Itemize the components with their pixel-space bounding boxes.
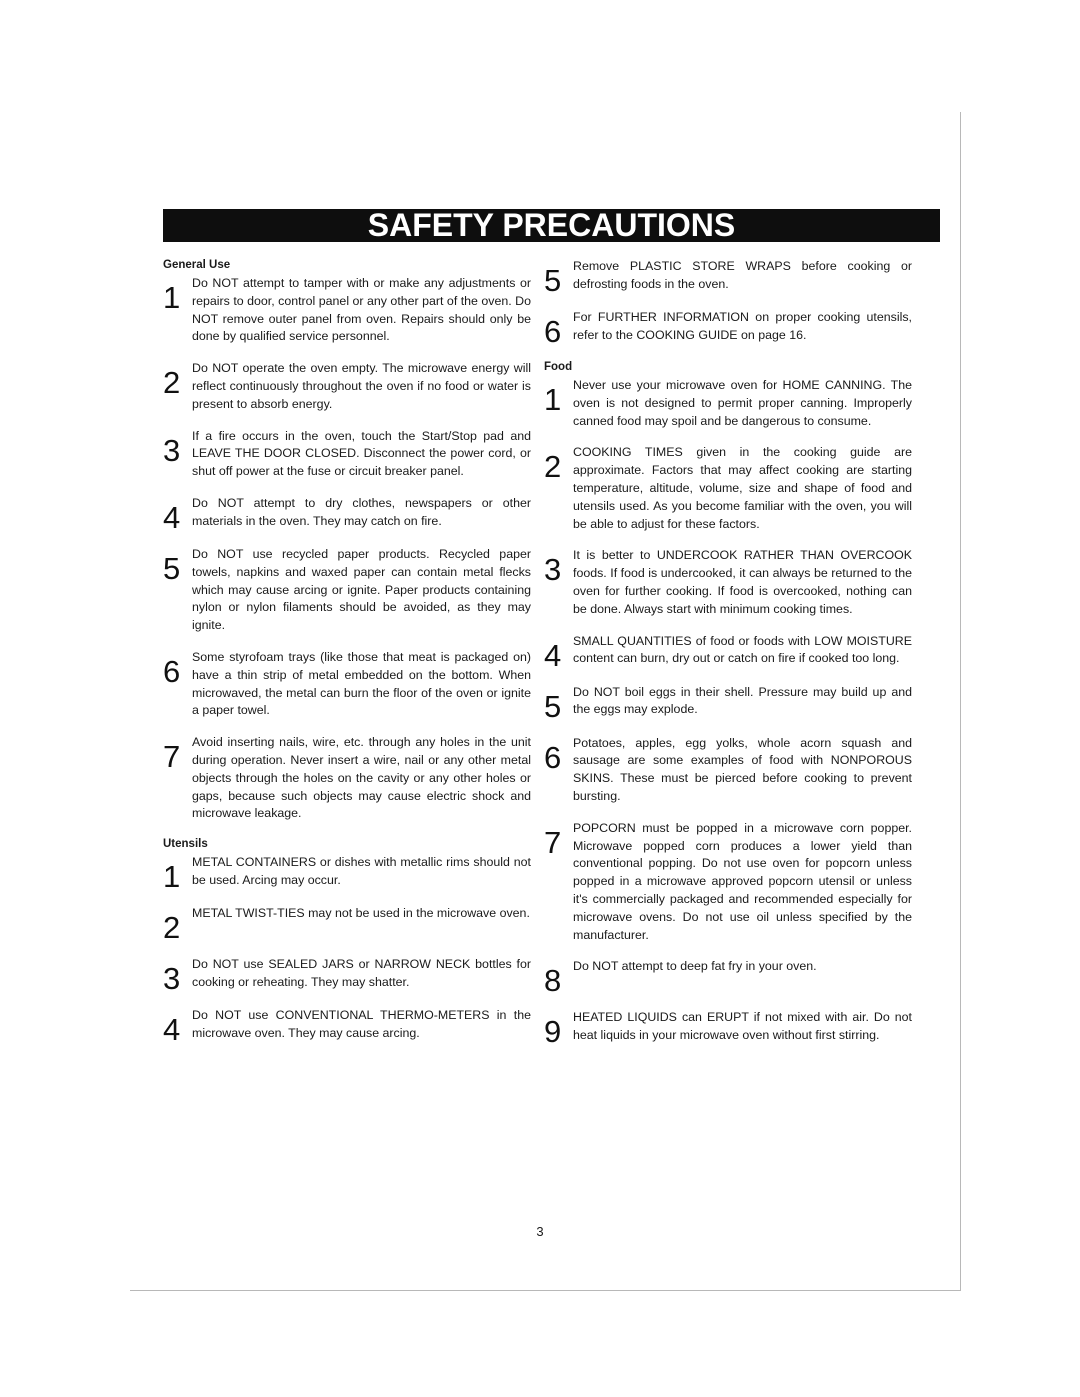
item-text: Do NOT use CONVENTIONAL THERMO-METERS in the microwave oven. They may cause arcing. [192,1008,531,1040]
item-text: Do NOT attempt to deep fat fry in your oven. [573,959,817,974]
item-text: COOKING TIMES given in the cooking guide are approximate. Factors that may affect cooking are starting temperature, altitude, volume, size and shape of food and utensils used. As you become familiar with the oven, you will be able to adjust for these factors. [573,445,912,531]
precaution-item [544,633,912,673]
item-number: 3 [163,432,181,468]
item-text: Potatoes, apples, egg yolks, whole acorn squash and sausage are some examples of food with NONPOROUS SKINS. These must be pierced before cooking to prevent bursting. [573,735,912,803]
precaution-item [163,495,531,535]
item-number: 6 [544,314,562,349]
left-column [163,258,531,1058]
section-heading: Utensils [163,838,208,851]
precaution-item [163,905,531,946]
item-number: 8 [544,963,562,999]
page-title: SAFETY PRECAUTIONS [163,209,940,242]
item-text: Never use your microwave oven for HOME CANNING. The oven is not designed to permit proper canning. Improperly canned food may spoil and be dangerous to consume. [573,378,912,428]
item-text: Remove PLASTIC STORE WRAPS before cooking or defrosting foods in the oven. [573,259,912,291]
section-heading: Food [544,361,573,373]
item-number: 5 [544,688,562,724]
item-number: 2 [163,910,181,946]
precaution-item [544,377,912,430]
item-text: Some styrofoam trays (like those that meat is packaged on) have a thin strip of metal embedded on the bottom. When microwaved, the metal can burn the floor of the oven or ignite a paper towel. [192,649,531,718]
item-number: 7 [544,824,562,860]
item-number: 5 [544,263,562,298]
item-number: 3 [163,961,181,997]
item-text: Do NOT attempt to dry clothes, newspapers or other materials in the oven. They may catch on fire. [192,495,531,528]
item-number: 7 [163,739,181,775]
precaution-item [163,275,531,346]
item-number: 4 [163,1012,181,1048]
precaution-item [544,820,912,945]
item-number: 6 [163,653,181,689]
precaution-item [163,428,531,481]
precaution-item [163,854,531,895]
right-column [544,258,912,1060]
item-number: 9 [544,1014,562,1050]
precaution-item [163,649,531,720]
precaution-item [163,734,531,823]
page-edge-bottom [130,1290,961,1291]
precaution-item [163,1007,531,1048]
item-text: Do NOT use SEALED JARS or NARROW NECK bottles for cooking or reheating. They may shatter. [192,957,531,989]
item-number: 2 [163,365,181,401]
precaution-item [163,360,531,413]
item-text: METAL TWIST-TIES may not be used in the microwave oven. [192,906,530,921]
item-number: 5 [163,550,181,586]
precaution-item [163,956,531,997]
precaution-item [544,444,912,533]
precaution-item [544,958,912,999]
item-text: If a fire occurs in the oven, touch the Start/Stop pad and LEAVE THE DOOR CLOSED. Disconnect the power cord, or shut off power at the fuse or circuit breaker panel. [192,428,531,479]
precaution-item [544,547,912,618]
item-number: 1 [163,859,181,895]
item-text: SMALL QUANTITIES of food or foods with LOW MOISTURE content can burn, dry out or catch on fire if cooked too long. [573,633,912,666]
item-text: METAL CONTAINERS or dishes with metallic rims should not be used. Arcing may occur. [192,855,531,887]
page-number: 3 [536,1224,544,1239]
item-number: 3 [544,552,562,588]
precaution-item [544,1009,912,1050]
item-number: 1 [163,280,181,315]
item-number: 4 [163,499,181,535]
item-text: It is better to UNDERCOOK RATHER THAN OVERCOOK foods. If food is undercooked, it can always be returned to the oven for further cooking. If food is overcooked, nothing can be done. Always start with minimum cooking times. [573,548,912,616]
item-text: For FURTHER INFORMATION on proper cooking utensils, refer to the COOKING GUIDE on page 16. [573,310,912,342]
precaution-item [544,309,912,349]
item-number: 2 [544,449,562,485]
section-heading: General Use [163,259,231,271]
item-text: Avoid inserting nails, wire, etc. through any holes in the unit during operation. Never insert a wire, nail or any other metal objects through the holes on the cavity or any other holes or gaps, because such objects may cause electric shock and microwave leakage. [192,735,531,821]
precaution-item [544,258,912,298]
precaution-item [163,546,531,635]
precaution-item [544,684,912,724]
item-number: 6 [544,739,562,775]
item-text: Do NOT operate the oven empty. The microwave energy will reflect continuously throughout the oven if no food or water is present to absorb energy. [192,361,531,411]
precaution-item [544,735,912,806]
item-text: Do NOT boil eggs in their shell. Pressure may build up and the eggs may explode. [573,684,912,717]
item-text: POPCORN must be popped in a microwave corn popper. Microwave popped corn produces a lower yield than conventional popping. Do not use oven for popcorn unless popped in a microwave approved popcorn utensil or unless it's commercially packaged and recommended especially for microwave ovens. Do not use oil unless specified by the manufacturer. [573,820,912,942]
page-edge-right [960,112,961,1290]
item-text: HEATED LIQUIDS can ERUPT if not mixed with air. Do not heat liquids in your microwave oven without first stirring. [573,1010,912,1043]
item-text: Do NOT attempt to tamper with or make any adjustments or repairs to door, control panel or any other part of the oven. Do NOT remove outer panel from oven. Repairs should only be done by qualified service personnel. [192,276,531,344]
item-number: 4 [544,637,562,673]
item-text: Do NOT use recycled paper products. Recycled paper towels, napkins and waxed paper can contain metal flecks which may cause arcing or ignite. Paper products containing nylon or nylon filaments should be avoided, as they may ignite. [192,546,531,633]
item-number: 1 [544,382,562,417]
